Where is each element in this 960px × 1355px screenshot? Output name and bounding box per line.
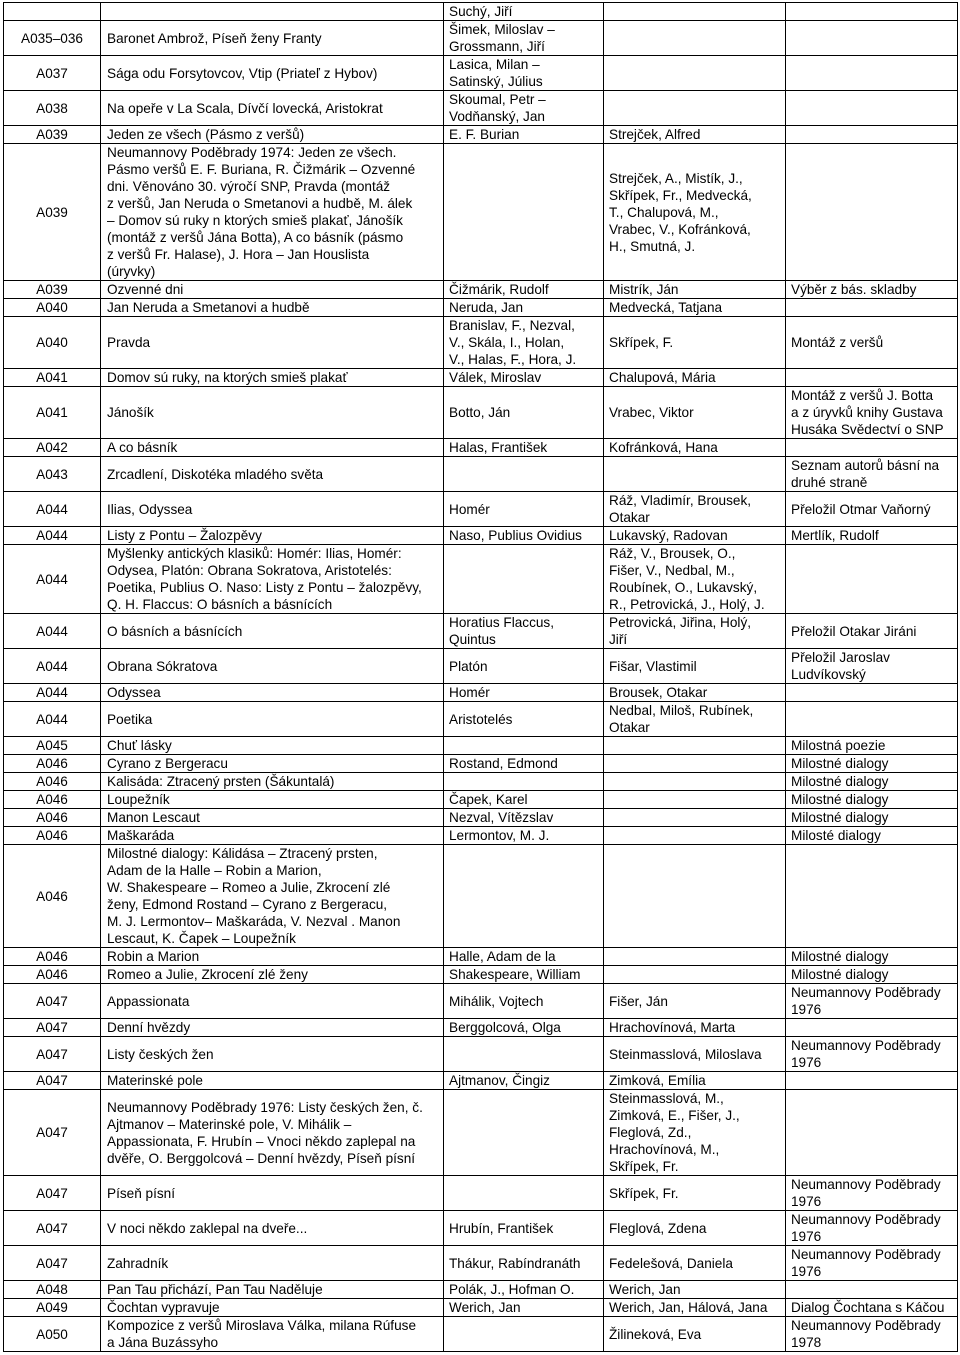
table-row	[4, 1281, 958, 1299]
table-row	[4, 948, 958, 966]
cell-performer: Hrachovínová, Marta	[604, 1019, 786, 1037]
cell-title: Domov sú ruky, na ktorých smieš plakať	[101, 369, 444, 387]
cell-id: A045	[4, 737, 101, 755]
cell-author	[444, 1176, 604, 1211]
cell-author: Čižmárik, Rudolf	[444, 281, 604, 299]
cell-note: Montáž z veršů J. Botta a z úryvků knihy Gustava Husáka Svědectví o SNP	[786, 387, 958, 439]
cell-id: A044	[4, 649, 101, 684]
cell-author: Thákur, Rabíndranáth	[444, 1246, 604, 1281]
cell-note	[786, 21, 958, 56]
cell-note	[786, 684, 958, 702]
cell-title: Listy z Pontu – Žalozpěvy	[101, 527, 444, 545]
cell-performer	[604, 737, 786, 755]
cell-title: Neumannovy Poděbrady 1974: Jeden ze všech. Pásmo veršů E. F. Buriana, R. Čižmárik – Ozvenné dni. Věnováno 30. výročí SNP, Pravda (montáž z veršů, Jan Neruda o Smetanovi a hudbě, M. álek – Domov sú ruky n ktorých smieš plakať, Jánošík (montáž z veršů Jána Botta), A co básník (pásmo z veršů Fr. Halase), J. Hora – Jan Houslista (úryvky)	[101, 144, 444, 281]
cell-performer: Steinmasslová, M., Zimková, E., Fišer, J., Fleglová, Zd., Hrachovínová, M., Skřípek, Fr.	[604, 1090, 786, 1176]
cell-title: Ilias, Odyssea	[101, 492, 444, 527]
cell-author: Neruda, Jan	[444, 299, 604, 317]
cell-id: A048	[4, 1281, 101, 1299]
cell-author: Naso, Publius Ovidius	[444, 527, 604, 545]
table-row	[4, 1090, 958, 1176]
cell-performer: Vrabec, Viktor	[604, 387, 786, 439]
cell-title: Kalisáda: Ztracený prsten (Šákuntalá)	[101, 773, 444, 791]
cell-note: Přeložil Otmar Vaňorný	[786, 492, 958, 527]
cell-author	[444, 144, 604, 281]
cell-id: A047	[4, 1072, 101, 1090]
cell-title: Baronet Ambrož, Píseň ženy Franty	[101, 21, 444, 56]
cell-id: A039	[4, 281, 101, 299]
cell-performer	[604, 966, 786, 984]
cell-performer: Ráž, Vladimír, Brousek, Otakar	[604, 492, 786, 527]
cell-id: A046	[4, 827, 101, 845]
cell-performer: Skřípek, F.	[604, 317, 786, 369]
cell-title: Manon Lescaut	[101, 809, 444, 827]
cell-id: A040	[4, 299, 101, 317]
table-row	[4, 773, 958, 791]
cell-note	[786, 1072, 958, 1090]
cell-author	[444, 457, 604, 492]
cell-performer: Strejček, Alfred	[604, 126, 786, 144]
cell-performer: Lukavský, Radovan	[604, 527, 786, 545]
cell-title: Chuť lásky	[101, 737, 444, 755]
cell-id: A038	[4, 91, 101, 126]
table-row	[4, 966, 958, 984]
cell-id: A050	[4, 1317, 101, 1352]
cell-author: Hrubín, František	[444, 1211, 604, 1246]
table-row	[4, 702, 958, 737]
cell-author	[444, 1037, 604, 1072]
cell-author: Horatius Flaccus, Quintus	[444, 614, 604, 649]
cell-author: Ajtmanov, Čingiz	[444, 1072, 604, 1090]
cell-performer	[604, 845, 786, 948]
table-row	[4, 527, 958, 545]
table-row	[4, 649, 958, 684]
cell-performer	[604, 773, 786, 791]
cell-note: Neumannovy Poděbrady 1976	[786, 984, 958, 1019]
table-row	[4, 317, 958, 369]
cell-id: A047	[4, 1019, 101, 1037]
cell-id: A046	[4, 948, 101, 966]
cell-author: Lasica, Milan – Satinský, Július	[444, 56, 604, 91]
cell-title: Romeo a Julie, Zkrocení zlé ženy	[101, 966, 444, 984]
cell-performer	[604, 755, 786, 773]
cell-note	[786, 702, 958, 737]
table-row	[4, 1211, 958, 1246]
table-row	[4, 21, 958, 56]
cell-note: Výběr z bás. skladby	[786, 281, 958, 299]
cell-id: A039	[4, 126, 101, 144]
cell-performer: Fišer, Ján	[604, 984, 786, 1019]
cell-note: Přeložil Otakar Jiráni	[786, 614, 958, 649]
cell-title: Poetika	[101, 702, 444, 737]
table-row	[4, 1176, 958, 1211]
cell-id: A047	[4, 1037, 101, 1072]
cell-author: Branislav, F., Nezval, V., Skála, I., Holan, V., Halas, F., Hora, J.	[444, 317, 604, 369]
cell-author	[444, 845, 604, 948]
table-row	[4, 684, 958, 702]
table-row	[4, 1299, 958, 1317]
cell-id: A044	[4, 702, 101, 737]
cell-id: A044	[4, 492, 101, 527]
cell-note: Milostná poezie	[786, 737, 958, 755]
cell-author: Berggolcová, Olga	[444, 1019, 604, 1037]
cell-performer: Brousek, Otakar	[604, 684, 786, 702]
table-row	[4, 614, 958, 649]
cell-author: Mihálik, Vojtech	[444, 984, 604, 1019]
cell-performer: Werich, Jan, Hálová, Jana	[604, 1299, 786, 1317]
cell-title: Zahradník	[101, 1246, 444, 1281]
cell-note: Neumannovy Poděbrady 1976	[786, 1211, 958, 1246]
cell-title: Robin a Marion	[101, 948, 444, 966]
cell-author: Platón	[444, 649, 604, 684]
table-row	[4, 91, 958, 126]
cell-note: Seznam autorů básní na druhé straně	[786, 457, 958, 492]
cell-id: A047	[4, 1176, 101, 1211]
cell-id	[4, 3, 101, 21]
cell-title: Odyssea	[101, 684, 444, 702]
cell-performer	[604, 809, 786, 827]
cell-note: Přeložil Jaroslav Ludvíkovský	[786, 649, 958, 684]
cell-performer	[604, 791, 786, 809]
cell-title: Myšlenky antických klasiků: Homér: Ilias, Homér: Odysea, Platón: Obrana Sokratova, Aristotelés: Poetika, Publius O. Naso: Listy z Pontu – žalozpěvy, Q. H. Flaccus: O básních a básnících	[101, 545, 444, 614]
cell-note: Neumannovy Poděbrady 1976	[786, 1176, 958, 1211]
cell-id: A047	[4, 1246, 101, 1281]
cell-title	[101, 3, 444, 21]
table-row	[4, 827, 958, 845]
cell-id: A046	[4, 966, 101, 984]
cell-note: Neumannovy Poděbrady 1976	[786, 1037, 958, 1072]
cell-author	[444, 1090, 604, 1176]
cell-performer: Medvecká, Tatjana	[604, 299, 786, 317]
cell-performer	[604, 3, 786, 21]
cell-author: Botto, Ján	[444, 387, 604, 439]
cell-performer: Žilineková, Eva	[604, 1317, 786, 1352]
cell-note: Milostné dialogy	[786, 773, 958, 791]
cell-id: A046	[4, 791, 101, 809]
cell-id: A037	[4, 56, 101, 91]
cell-title: O básních a básnících	[101, 614, 444, 649]
cell-note: Milosté dialogy	[786, 827, 958, 845]
cell-note	[786, 126, 958, 144]
table-row	[4, 791, 958, 809]
cell-author	[444, 773, 604, 791]
cell-note: Neumannovy Poděbrady 1976	[786, 1246, 958, 1281]
table-row	[4, 809, 958, 827]
cell-author: Čapek, Karel	[444, 791, 604, 809]
cell-author: Shakespeare, William	[444, 966, 604, 984]
cell-performer: Kofránková, Hana	[604, 439, 786, 457]
cell-author	[444, 1317, 604, 1352]
table-row	[4, 56, 958, 91]
cell-note: Mertlík, Rudolf	[786, 527, 958, 545]
cell-performer: Fleglová, Zdena	[604, 1211, 786, 1246]
cell-title: Pravda	[101, 317, 444, 369]
cell-note: Milostné dialogy	[786, 948, 958, 966]
cell-author: Werich, Jan	[444, 1299, 604, 1317]
cell-note: Neumannovy Poděbrady 1978	[786, 1317, 958, 1352]
cell-title: Ozvenné dni	[101, 281, 444, 299]
table-row	[4, 1317, 958, 1352]
cell-performer	[604, 457, 786, 492]
table-row	[4, 1037, 958, 1072]
cell-id: A046	[4, 755, 101, 773]
cell-author	[444, 737, 604, 755]
cell-id: A041	[4, 387, 101, 439]
cell-id: A047	[4, 1090, 101, 1176]
table-row	[4, 755, 958, 773]
table-row	[4, 1019, 958, 1037]
cell-title: Čochtan vypravuje	[101, 1299, 444, 1317]
cell-performer	[604, 91, 786, 126]
cell-id: A039	[4, 144, 101, 281]
cell-author: Aristotelés	[444, 702, 604, 737]
cell-note	[786, 845, 958, 948]
cell-title: A co básník	[101, 439, 444, 457]
cell-id: A046	[4, 809, 101, 827]
cell-note: Dialog Čochtana s Káčou	[786, 1299, 958, 1317]
cell-note	[786, 1019, 958, 1037]
cell-note: Milostné dialogy	[786, 755, 958, 773]
cell-title: Loupežník	[101, 791, 444, 809]
cell-performer: Chalupová, Mária	[604, 369, 786, 387]
cell-id: A035–036	[4, 21, 101, 56]
cell-author: Halle, Adam de la	[444, 948, 604, 966]
cell-note	[786, 439, 958, 457]
cell-author: Homér	[444, 684, 604, 702]
cell-performer: Steinmasslová, Miloslava	[604, 1037, 786, 1072]
cell-performer: Werich, Jan	[604, 1281, 786, 1299]
table-row	[4, 299, 958, 317]
cell-title: Jánošík	[101, 387, 444, 439]
cell-note	[786, 1090, 958, 1176]
cell-title: Materinské pole	[101, 1072, 444, 1090]
table-row	[4, 126, 958, 144]
cell-author: Šimek, Miloslav – Grossmann, Jiří	[444, 21, 604, 56]
cell-id: A044	[4, 684, 101, 702]
cell-performer	[604, 948, 786, 966]
cell-title: Sága odu Forsytovcov, Vtip (Priateľ z Hybov)	[101, 56, 444, 91]
cell-note: Milostné dialogy	[786, 809, 958, 827]
table-row	[4, 281, 958, 299]
cell-id: A040	[4, 317, 101, 369]
cell-note: Montáž z veršů	[786, 317, 958, 369]
cell-title: Milostné dialogy: Kálidása – Ztracený prsten, Adam de la Halle – Robin a Marion, W. Shakespeare – Romeo a Julie, Zkrocení zlé ženy, Edmond Rostand – Cyrano z Bergeracu, M. J. Lermontov– Maškaráda, V. Nezval . Manon Lescaut, K. Čapek – Loupežník	[101, 845, 444, 948]
table-row	[4, 737, 958, 755]
cell-performer: Fišar, Vlastimil	[604, 649, 786, 684]
table-row	[4, 439, 958, 457]
cell-author: Halas, František	[444, 439, 604, 457]
cell-note	[786, 3, 958, 21]
cell-title: Jan Neruda a Smetanovi a hudbě	[101, 299, 444, 317]
cell-performer: Skřípek, Fr.	[604, 1176, 786, 1211]
cell-title: Listy českých žen	[101, 1037, 444, 1072]
cell-author: Homér	[444, 492, 604, 527]
cell-author: Skoumal, Petr – Vodňanský, Jan	[444, 91, 604, 126]
table-row	[4, 369, 958, 387]
table-row	[4, 545, 958, 614]
cell-performer: Ráž, V., Brousek, O., Fišer, V., Nedbal, M., Roubínek, O., Lukavský, R., Petrovická, J., Holý, J.	[604, 545, 786, 614]
cell-note	[786, 545, 958, 614]
table-body	[4, 3, 958, 1352]
cell-title: Píseň písní	[101, 1176, 444, 1211]
cell-performer: Strejček, A., Mistík, J., Skřípek, Fr., Medvecká, T., Chalupová, M., Vrabec, V., Kofránková, H., Smutná, J.	[604, 144, 786, 281]
cell-id: A044	[4, 545, 101, 614]
cell-performer: Nedbal, Miloš, Rubínek, Otakar	[604, 702, 786, 737]
cell-id: A047	[4, 1211, 101, 1246]
cell-id: A042	[4, 439, 101, 457]
cell-author: Rostand, Edmond	[444, 755, 604, 773]
cell-id: A047	[4, 984, 101, 1019]
cell-title: Maškaráda	[101, 827, 444, 845]
records-table	[3, 2, 958, 1352]
table-row	[4, 1072, 958, 1090]
cell-title: Denní hvězdy	[101, 1019, 444, 1037]
cell-performer: Mistrík, Ján	[604, 281, 786, 299]
cell-note: Milostné dialogy	[786, 791, 958, 809]
cell-title: Kompozice z veršů Miroslava Válka, milana Rúfuse a Jána Buzássyho	[101, 1317, 444, 1352]
cell-id: A041	[4, 369, 101, 387]
table-row	[4, 144, 958, 281]
cell-note	[786, 299, 958, 317]
cell-title: Cyrano z Bergeracu	[101, 755, 444, 773]
cell-id: A046	[4, 845, 101, 948]
cell-note: Milostné dialogy	[786, 966, 958, 984]
cell-author: Nezval, Vítězslav	[444, 809, 604, 827]
cell-note	[786, 369, 958, 387]
cell-title: Jeden ze všech (Pásmo z veršů)	[101, 126, 444, 144]
table-row	[4, 457, 958, 492]
cell-title: Pan Tau přichází, Pan Tau Naděluje	[101, 1281, 444, 1299]
cell-performer: Petrovická, Jiřina, Holý, Jiří	[604, 614, 786, 649]
table-row	[4, 845, 958, 948]
cell-author: Lermontov, M. J.	[444, 827, 604, 845]
cell-title: V noci někdo zaklepal na dveře...	[101, 1211, 444, 1246]
table-row	[4, 1246, 958, 1281]
cell-id: A044	[4, 527, 101, 545]
cell-note	[786, 56, 958, 91]
cell-author: Suchý, Jiří	[444, 3, 604, 21]
cell-performer	[604, 827, 786, 845]
cell-title: Neumannovy Poděbrady 1976: Listy českých žen, č. Ajtmanov – Materinské pole, V. Mihálik – Appassionata, F. Hrubín – Vnoci někdo zaplepal na dvěře, O. Berggolcová – Denní hvězdy, Píseň písní	[101, 1090, 444, 1176]
cell-performer: Fedelešová, Daniela	[604, 1246, 786, 1281]
table-row	[4, 492, 958, 527]
cell-id: A044	[4, 614, 101, 649]
cell-performer	[604, 21, 786, 56]
cell-title: Appassionata	[101, 984, 444, 1019]
cell-id: A049	[4, 1299, 101, 1317]
cell-note	[786, 91, 958, 126]
cell-id: A043	[4, 457, 101, 492]
cell-title: Obrana Sókratova	[101, 649, 444, 684]
cell-title: Zrcadlení, Diskotéka mladého světa	[101, 457, 444, 492]
cell-author: E. F. Burian	[444, 126, 604, 144]
cell-author: Válek, Miroslav	[444, 369, 604, 387]
cell-note	[786, 1281, 958, 1299]
cell-performer	[604, 56, 786, 91]
table-row	[4, 984, 958, 1019]
cell-id: A046	[4, 773, 101, 791]
cell-performer: Zimková, Emília	[604, 1072, 786, 1090]
cell-note	[786, 144, 958, 281]
cell-title: Na opeře v La Scala, Dívčí lovecká, Aristokrat	[101, 91, 444, 126]
cell-author: Polák, J., Hofman O.	[444, 1281, 604, 1299]
table-row	[4, 387, 958, 439]
cell-author	[444, 545, 604, 614]
table-row	[4, 3, 958, 21]
